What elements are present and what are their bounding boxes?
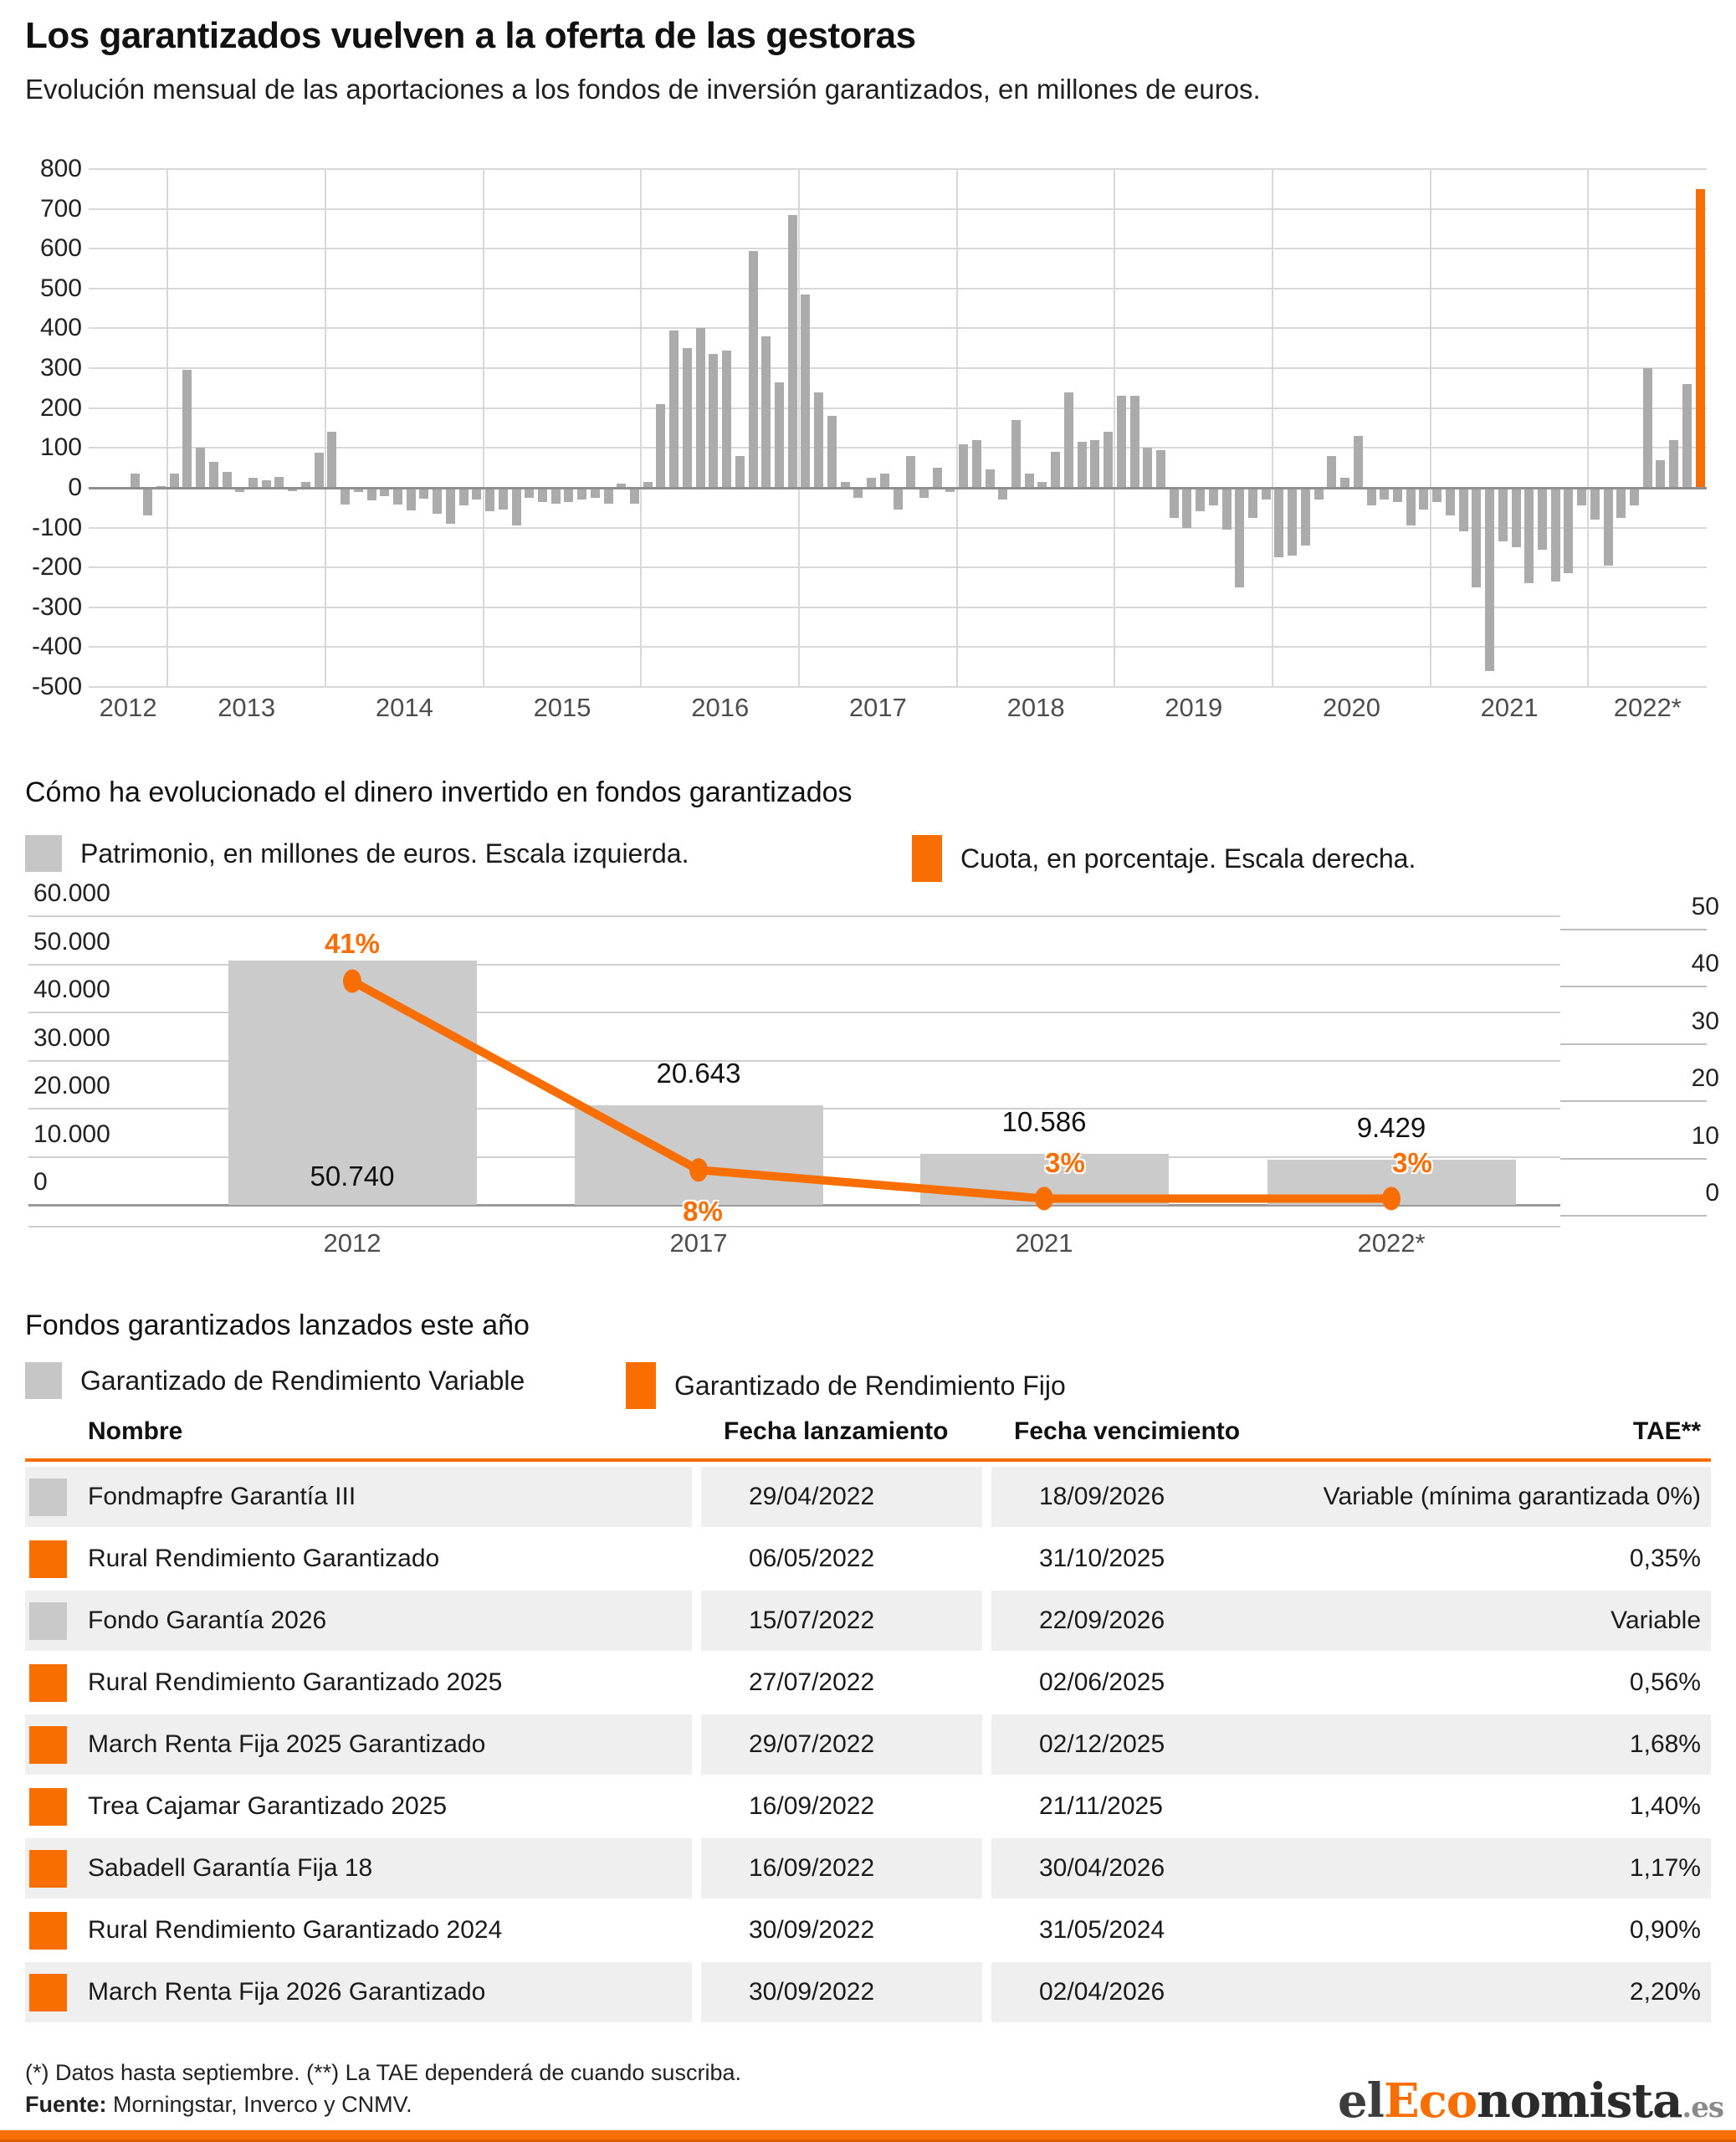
fund-type-variable-swatch [29, 1478, 67, 1516]
fund-type-fijo-swatch [29, 1850, 67, 1888]
chart1-bar [735, 456, 745, 488]
table-row [25, 1590, 1711, 1652]
fund-launch-date: 15/07/2022 [749, 1606, 875, 1634]
table-row [25, 1714, 1711, 1776]
chart1-y-tick: -300 [31, 592, 82, 621]
table-cell-block [991, 1653, 1711, 1713]
legend-item [25, 1362, 525, 1399]
table-header-rule [25, 1458, 1711, 1462]
chart1-y-tick: 100 [39, 433, 82, 462]
eleconomista-logo: elEconomista.es [1338, 2073, 1723, 2129]
chart1-bar [1643, 368, 1652, 488]
source-note [25, 2092, 412, 2118]
fund-type-variable-swatch [29, 1602, 67, 1640]
chart1-gridline [89, 288, 1707, 290]
chart1-bar [407, 488, 416, 510]
chart2-x-tick: 2012 [323, 1228, 382, 1258]
table-cell-block [991, 1467, 1711, 1527]
chart1-zero-line [89, 487, 1707, 489]
section3-title: Fondos garantizados lanzados este año [25, 1309, 530, 1341]
chart1-bar [1512, 488, 1521, 547]
chart2-left-tick: 0 [33, 1168, 48, 1196]
chart1-gridline [89, 208, 1707, 210]
fund-tae: 1,17% [1629, 1854, 1701, 1882]
legend-swatch-orange [912, 835, 942, 882]
chart1-y-tick: 200 [39, 393, 82, 422]
chart1-year-gridline [640, 169, 642, 687]
chart1-year-gridline [956, 169, 958, 687]
footnote: (*) Datos hasta septiembre. (**) La TAE dependerá de cuando suscriba. [25, 2060, 741, 2085]
chart1-bar [1314, 488, 1324, 500]
chart1-bar [604, 488, 613, 504]
chart1-year-gridline [1272, 169, 1273, 687]
chart2-x-tick: 2021 [1015, 1228, 1073, 1258]
table-cell-block [25, 1900, 692, 1960]
fund-name: Rural Rendimiento Garantizado [88, 1545, 440, 1572]
source-label: Fuente: [25, 2092, 107, 2117]
chart1-year-gridline [1430, 169, 1431, 687]
legend-label: Cuota, en porcentaje. Escala derecha. [960, 843, 1416, 874]
table-cell-block [991, 1838, 1711, 1899]
chart1-bar [1288, 488, 1297, 556]
chart1-bar [683, 348, 692, 488]
table-row [25, 1466, 1711, 1528]
table-cell-block [25, 1529, 692, 1589]
table-cell-block [701, 1653, 982, 1713]
chart1-bar [894, 488, 903, 510]
chart1-bar [788, 215, 797, 488]
fund-maturity-date: 02/04/2026 [1039, 1978, 1165, 2006]
chart2-patrimonio-cuota [28, 916, 1707, 1227]
chart1-y-tick: 600 [39, 234, 82, 263]
chart1-gridline [89, 168, 1707, 170]
chart1-x-tick: 2012 [99, 693, 157, 722]
chart1-bar [1051, 452, 1060, 488]
chart2-bar-value: 10.586 [1001, 1106, 1087, 1138]
chart1-x-tick: 2018 [1006, 693, 1065, 722]
chart1-bar [1025, 474, 1034, 488]
chart1-bar [1354, 436, 1363, 488]
chart1-gridline [89, 248, 1707, 249]
chart1-bar [1551, 488, 1560, 582]
chart1-bar [209, 462, 218, 488]
chart1-bar [1130, 396, 1139, 488]
fund-type-fijo-swatch [29, 1540, 67, 1578]
chart1-bar [1538, 488, 1547, 550]
fund-launch-date: 29/04/2022 [749, 1483, 875, 1510]
fund-name: Fondmapfre Garantía III [88, 1483, 356, 1510]
chart2-left-tick: 30.000 [33, 1023, 110, 1052]
table-cell-block [991, 1529, 1711, 1589]
chart1-bar [1682, 384, 1692, 488]
table-row [25, 1652, 1711, 1714]
section3-legend [0, 1362, 1736, 1412]
chart2-left-tick: 50.000 [33, 927, 110, 956]
chart1-y-tick: 700 [39, 194, 82, 223]
chart1-bar [1078, 442, 1087, 488]
fund-name: Trea Cajamar Garantizado 2025 [88, 1792, 448, 1820]
fund-maturity-date: 21/11/2025 [1039, 1792, 1163, 1820]
fund-type-fijo-swatch [29, 1912, 67, 1950]
chart1-bar [801, 295, 810, 488]
fund-type-fijo-swatch [29, 1974, 67, 2011]
fund-maturity-date: 31/10/2025 [1039, 1545, 1165, 1572]
fund-tae: 2,20% [1629, 1978, 1701, 2006]
chart1-year-gridline [1587, 169, 1589, 687]
chart2-right-tick: 30 [1691, 1007, 1719, 1035]
fund-name: Rural Rendimiento Garantizado 2024 [88, 1916, 503, 1944]
legend-item [25, 835, 689, 872]
chart1-gridline [89, 646, 1707, 648]
chart1-bar [1630, 488, 1639, 505]
col-fecha-lanzamiento: Fecha lanzamiento [724, 1417, 949, 1445]
chart1-monthly-contributions [89, 169, 1707, 687]
chart1-year-gridline [166, 169, 168, 687]
chart1-bar [1669, 440, 1678, 488]
chart1-bar [1472, 488, 1481, 587]
chart1-bar [814, 392, 823, 488]
chart1-bar [906, 456, 915, 488]
chart1-bar [1485, 488, 1494, 671]
table-cell-block [701, 1529, 982, 1589]
fund-launch-date: 06/05/2022 [749, 1545, 875, 1572]
chart1-bar [1524, 488, 1534, 583]
chart1-y-tick: 400 [39, 314, 82, 342]
chart1-y-axis-labels [0, 155, 82, 700]
chart1-bar [1090, 440, 1099, 488]
chart1-bar [446, 488, 455, 524]
chart2-left-tick: 60.000 [33, 879, 110, 907]
chart1-bar [1209, 488, 1218, 505]
chart1-bar [485, 488, 494, 512]
chart1-bar [775, 382, 784, 488]
chart1-bar [1604, 488, 1613, 566]
chart1-bar [1143, 448, 1152, 488]
table-cell-block [25, 1838, 692, 1899]
chart1-x-tick: 2020 [1322, 693, 1380, 722]
chart1-year-gridline [483, 169, 484, 687]
table-cell-block [701, 1591, 982, 1651]
col-tae: TAE** [1632, 1417, 1701, 1445]
chart1-bar [1616, 488, 1626, 518]
chart1-bar [1248, 488, 1257, 518]
col-nombre: Nombre [88, 1417, 183, 1445]
chart2-line-dot [689, 1158, 708, 1181]
page-subtitle: Evolución mensual de las aportaciones a los fondos de inversión garantizados, en millones de euros. [25, 74, 1261, 105]
chart1-bar [1196, 488, 1205, 512]
chart1-x-tick: 2013 [218, 693, 276, 722]
chart1-bar [696, 328, 705, 487]
chart1-y-tick: -200 [31, 553, 82, 582]
chart1-bar [933, 468, 942, 488]
chart1-x-tick: 2015 [533, 693, 591, 722]
chart1-year-gridline [1114, 169, 1115, 687]
chart1-y-tick: -400 [31, 633, 82, 661]
table-cell-block [25, 1653, 692, 1713]
chart1-bar [143, 488, 152, 515]
chart1-y-tick: -500 [31, 673, 82, 700]
chart1-gridline [89, 407, 1707, 409]
fund-tae: 0,35% [1629, 1545, 1701, 1572]
chart1-bar [433, 488, 442, 514]
fund-launch-date: 30/09/2022 [749, 1978, 875, 2006]
chart1-bar [1182, 488, 1191, 528]
table-row [25, 1837, 1711, 1899]
chart1-bar [1564, 488, 1573, 573]
table-cell-block [25, 1962, 692, 2022]
chart1-bar [709, 354, 718, 488]
chart1-y-tick: 0 [68, 473, 82, 501]
chart2-bar-value: 9.429 [1356, 1111, 1426, 1143]
fund-tae: 0,90% [1629, 1916, 1701, 1944]
chart2-line-dot [1382, 1186, 1401, 1210]
chart1-bar [551, 488, 561, 504]
fund-maturity-date: 31/05/2024 [1039, 1916, 1165, 1944]
chart1-y-tick: 800 [39, 155, 82, 182]
legend-swatch-gray [25, 835, 62, 872]
chart1-bar [1380, 488, 1389, 500]
chart1-bar [1064, 392, 1073, 488]
fund-maturity-date: 02/06/2025 [1039, 1668, 1165, 1696]
chart2-pct-label: 8% [683, 1196, 723, 1227]
chart1-bar [1117, 396, 1126, 488]
table-row [25, 1528, 1711, 1590]
legend-label: Garantizado de Rendimiento Fijo [674, 1370, 1066, 1401]
chart2-right-tick: 50 [1691, 893, 1719, 920]
chart2-line-layer [28, 916, 1707, 1255]
table-cell-block [991, 1591, 1711, 1651]
table-row [25, 1961, 1711, 2023]
chart1-bar [315, 453, 324, 488]
legend-item [912, 835, 1416, 882]
fund-name: Sabadell Garantía Fija 18 [88, 1854, 373, 1882]
fund-tae: Variable (mínima garantizada 0%) [1323, 1483, 1701, 1510]
chart1-bar [827, 416, 837, 488]
chart1-x-tick: 2014 [375, 693, 433, 722]
table-cell-block [701, 1776, 982, 1837]
chart1-bar [1367, 488, 1376, 505]
chart1-bar [182, 370, 192, 487]
fund-tae: 1,68% [1629, 1730, 1701, 1758]
chart1-x-tick: 2017 [848, 693, 907, 722]
chart1-bar [1274, 488, 1283, 557]
chart1-bar [1170, 488, 1179, 518]
table-cell-block [991, 1776, 1711, 1837]
fund-type-fijo-swatch [29, 1726, 67, 1764]
fund-launch-date: 29/07/2022 [749, 1730, 875, 1758]
table-cell-block [991, 1962, 1711, 2022]
chart1-bar [564, 488, 573, 502]
table-cell-block [701, 1467, 982, 1527]
legend-label: Garantizado de Rendimiento Variable [80, 1365, 525, 1396]
chart2-right-tick: 20 [1691, 1064, 1719, 1093]
chart2-pct-label: 3% [1392, 1147, 1432, 1179]
table-cell-block [701, 1962, 982, 2022]
chart1-bar [1590, 488, 1600, 520]
chart1-bar [959, 444, 968, 488]
chart2-pct-label: 41% [324, 927, 381, 959]
fund-maturity-date: 02/12/2025 [1039, 1730, 1165, 1758]
chart1-bar [1446, 488, 1455, 515]
chart1-bar [367, 488, 376, 500]
chart1-y-tick: -100 [31, 513, 82, 541]
chart2-x-tick: 2022* [1357, 1228, 1426, 1258]
col-fecha-vencimiento: Fecha vencimiento [1014, 1417, 1241, 1445]
fund-name: March Renta Fija 2026 Garantizado [88, 1978, 486, 2006]
chart1-gridline [89, 607, 1707, 608]
chart1-x-tick: 2021 [1480, 693, 1539, 722]
chart1-bar [972, 440, 981, 488]
fund-launch-date: 16/09/2022 [749, 1854, 875, 1882]
chart1-bar [538, 488, 547, 502]
fund-name: March Renta Fija 2025 Garantizado [88, 1730, 486, 1758]
chart1-x-tick: 2016 [691, 693, 750, 722]
fund-tae: 1,40% [1629, 1792, 1701, 1820]
chart1-y-tick: 500 [39, 274, 82, 302]
chart1-x-axis-labels [89, 693, 1707, 730]
chart1-gridline [89, 686, 1707, 688]
chart2-left-tick: 20.000 [33, 1072, 110, 1099]
chart1-bar [577, 488, 586, 500]
chart1-bar [499, 488, 508, 510]
chart2-pct-label: 3% [1045, 1147, 1085, 1179]
table-cell-block [991, 1900, 1711, 1960]
table-cell-block [25, 1591, 692, 1651]
chart2-left-tick: 10.000 [33, 1120, 110, 1148]
fund-maturity-date: 30/04/2026 [1039, 1854, 1165, 1882]
legend-item [626, 1362, 1066, 1409]
fund-launch-date: 27/07/2022 [749, 1668, 875, 1696]
chart1-bar [1406, 488, 1416, 525]
chart1-bar [1656, 460, 1665, 488]
chart1-bar [1577, 488, 1586, 505]
chart2-cuota-line [352, 981, 1391, 1199]
table-header [25, 1417, 1711, 1453]
chart1-bar-highlight [1696, 189, 1705, 488]
chart1-bar [131, 474, 140, 488]
chart2-right-tick: 10 [1691, 1121, 1719, 1150]
chart1-bar [223, 472, 232, 488]
chart1-bar [327, 432, 336, 488]
section2-title: Cómo ha evolucionado el dinero invertido en fondos garantizados [25, 776, 853, 808]
chart2-line-dot [1035, 1186, 1053, 1210]
chart1-gridline [89, 327, 1707, 329]
chart1-bar [459, 488, 469, 505]
chart1-bar [472, 488, 481, 500]
chart1-bar [630, 488, 639, 504]
chart1-x-tick: 2019 [1165, 693, 1223, 722]
chart1-bar [512, 488, 521, 525]
chart1-bar [1498, 488, 1508, 541]
chart1-bar [1393, 488, 1402, 502]
fund-launch-date: 30/09/2022 [749, 1916, 875, 1944]
legend-swatch-gray [25, 1362, 62, 1399]
page-title: Los garantizados vuelven a la oferta de las gestoras [25, 15, 916, 56]
chart1-bar [393, 488, 402, 505]
chart1-bar [196, 448, 205, 488]
chart1-bar [749, 251, 758, 488]
chart1-bar [1104, 432, 1113, 488]
chart1-x-tick: 2022* [1613, 693, 1682, 722]
table-cell-block [701, 1714, 982, 1775]
fund-tae: 0,56% [1629, 1668, 1701, 1696]
section2-legend [0, 835, 1736, 885]
chart1-bar [998, 488, 1007, 500]
chart1-bar [1327, 456, 1336, 488]
fund-maturity-date: 22/09/2026 [1039, 1606, 1165, 1634]
source-text: Morningstar, Inverco y CNMV. [106, 2092, 412, 2117]
fund-name: Rural Rendimiento Garantizado 2025 [88, 1668, 503, 1696]
chart1-gridline [89, 367, 1707, 369]
chart1-bar [761, 336, 771, 488]
chart1-bar [1156, 450, 1165, 488]
chart1-bar [1459, 488, 1468, 531]
fund-name: Fondo Garantía 2026 [88, 1606, 327, 1634]
chart1-bar [1301, 488, 1310, 546]
legend-swatch-orange [626, 1362, 656, 1409]
chart1-bar [880, 474, 889, 488]
chart1-bar [341, 488, 350, 505]
table-row [25, 1899, 1711, 1961]
legend-label: Patrimonio, en millones de euros. Escala izquierda. [80, 838, 689, 869]
table-cell-block [701, 1900, 982, 1960]
chart1-bar [1262, 488, 1271, 500]
chart2-left-tick: 40.000 [33, 976, 110, 1003]
chart1-bar [1011, 420, 1021, 488]
chart1-y-tick: 300 [39, 354, 82, 382]
chart2-bar-value: 50.740 [310, 1161, 395, 1191]
fund-tae: Variable [1611, 1606, 1701, 1634]
table-cell-block [991, 1714, 1711, 1775]
chart1-gridline [89, 566, 1707, 568]
chart1-bar [986, 469, 995, 487]
chart2-line-dot [343, 970, 361, 993]
chart2-bar-value: 20.643 [656, 1058, 741, 1089]
table-cell-block [25, 1467, 692, 1527]
chart2-right-tick: 0 [1705, 1179, 1719, 1207]
table-row [25, 1776, 1711, 1837]
chart2-x-tick: 2017 [669, 1228, 728, 1258]
chart2-right-tick: 40 [1691, 950, 1719, 978]
fund-launch-date: 16/09/2022 [749, 1792, 875, 1820]
chart1-bar [722, 351, 731, 488]
chart1-year-gridline [325, 169, 326, 687]
fund-type-fijo-swatch [29, 1788, 67, 1826]
chart1-bar [1222, 488, 1232, 530]
chart1-bar [1419, 488, 1428, 510]
fund-maturity-date: 18/09/2026 [1039, 1483, 1165, 1510]
fund-type-fijo-swatch [29, 1664, 67, 1702]
chart1-bar [170, 474, 179, 488]
chart1-bar [656, 404, 665, 488]
table-cell-block [701, 1838, 982, 1899]
funds-table [25, 1466, 1711, 2023]
table-cell-block [25, 1776, 692, 1837]
table-cell-block [25, 1714, 692, 1775]
chart1-year-gridline [798, 169, 800, 687]
chart1-bar [1235, 488, 1244, 587]
chart1-bar [1432, 488, 1442, 502]
chart1-bar [669, 331, 679, 488]
